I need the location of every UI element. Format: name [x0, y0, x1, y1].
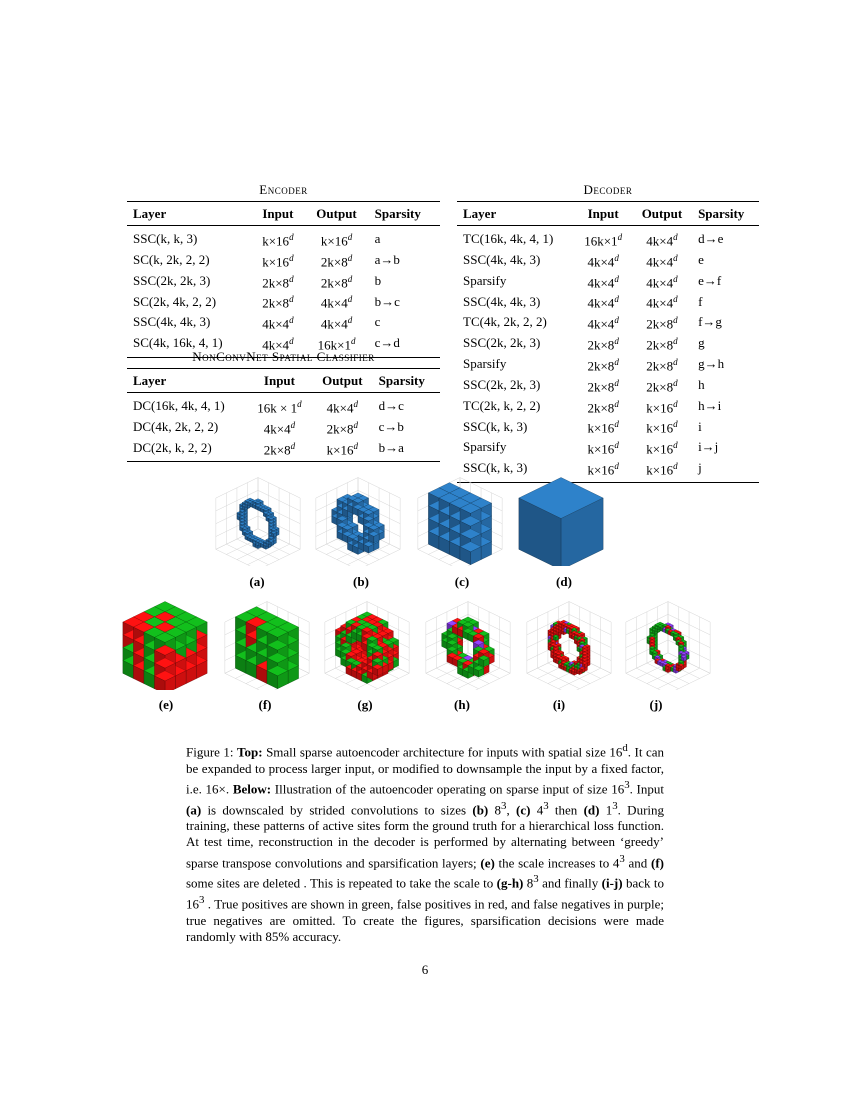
- layer-cell: SC(2k, 4k, 2, 2): [133, 293, 217, 309]
- voxel: [553, 635, 558, 641]
- output-cell: $k\times 16^d$: [646, 398, 678, 415]
- panel-label: (a): [249, 574, 265, 589]
- voxel: [479, 655, 490, 667]
- output-cell: $2k\times 8^d$: [320, 273, 353, 290]
- sparsity-cell: c: [374, 314, 381, 330]
- sparsity-cell: c→b: [378, 418, 404, 434]
- figure-panel: [519, 590, 619, 690]
- sparsity-cell: a: [374, 231, 381, 247]
- caption-superscript: d: [622, 742, 628, 754]
- sparsity-cell: j: [698, 460, 702, 476]
- input-cell: $k\times 16^d$: [587, 440, 619, 457]
- caption-ref-d: (d): [583, 801, 600, 817]
- voxel: [267, 666, 288, 689]
- caption-text: the scale increases to 4: [494, 855, 620, 871]
- caption-text: back to 16: [186, 875, 665, 912]
- caption-ref-e: (e): [480, 855, 495, 871]
- table-row: [457, 250, 759, 271]
- input-cell: $2k\times 8^d$: [587, 356, 619, 374]
- input-cell: $4k\times 4^d$: [262, 315, 294, 332]
- table-row: [127, 312, 440, 333]
- panel-label: (g): [357, 697, 373, 712]
- caption-figure-label: Figure 1:: [186, 744, 238, 760]
- figure-panel: [511, 466, 611, 566]
- output-cell: $4k\times 4^d$: [320, 315, 353, 332]
- table-row: [127, 393, 440, 417]
- input-cell: $k\times 16^d$: [262, 232, 294, 249]
- layer-cell: SSC(2k, 2k, 3): [463, 376, 541, 392]
- caption-superscript: 3: [533, 873, 539, 886]
- layer-cell: SSC(4k, 4k, 3): [133, 314, 211, 330]
- voxel: [372, 664, 383, 676]
- input-cell: $k\times 16^d$: [587, 461, 619, 478]
- caption-superscript: 3: [199, 894, 205, 907]
- sparsity-cell: g→h: [698, 356, 725, 372]
- output-cell: $4k\times 4^d$: [326, 399, 358, 416]
- caption-text: and finally: [538, 875, 602, 891]
- layer-cell: SSC(4k, 4k, 3): [463, 251, 541, 267]
- layer-cell: Sparsify: [463, 272, 507, 288]
- sparsity-cell: d→c: [378, 398, 404, 414]
- caption-ref-a: (a): [186, 801, 202, 817]
- input-cell: $16k\times 1^d$: [584, 232, 623, 249]
- voxel: [271, 531, 276, 537]
- layer-cell: SSC(4k, 4k, 3): [463, 293, 541, 309]
- sparsity-cell: h→i: [698, 397, 722, 413]
- voxel: [582, 662, 587, 668]
- caption-superscript: 3: [543, 799, 549, 812]
- panel-label: (d): [556, 574, 572, 589]
- output-cell: $4k\times 4^d$: [646, 294, 678, 311]
- caption-ref-ij: (i-j): [601, 875, 623, 891]
- col-output: Output: [312, 369, 373, 393]
- table-row: [127, 438, 440, 462]
- table-row: [457, 291, 759, 312]
- input-cell: $4k\times 4^d$: [587, 252, 619, 270]
- figure-panel: [308, 466, 408, 566]
- layer-cell: DC(2k, k, 2, 2): [133, 439, 212, 455]
- col-input: Input: [575, 202, 632, 226]
- figure-panel: [217, 590, 317, 690]
- voxel: [681, 655, 686, 661]
- sparsity-cell: d→e: [698, 231, 724, 247]
- voxel: [269, 540, 274, 546]
- panel-label: (c): [454, 574, 470, 589]
- sparsity-cell: f→g: [698, 314, 722, 330]
- layer-cell: SSC(k, k, 3): [463, 460, 528, 476]
- col-layer: Layer: [457, 202, 575, 226]
- encoder-rows: [127, 226, 440, 358]
- table-row: [457, 271, 759, 292]
- figure-panel: [208, 466, 308, 566]
- caption-text: 8: [488, 801, 502, 817]
- caption-text: . Input: [629, 781, 664, 797]
- encoder-title: Encoder: [259, 182, 308, 197]
- output-cell: $4k\times 4^d$: [646, 232, 678, 249]
- layer-cell: TC(4k, 2k, 2, 2): [463, 314, 547, 330]
- figure-panel: [115, 590, 215, 690]
- layer-cell: SSC(2k, 2k, 3): [463, 335, 541, 351]
- sparsity-cell: b→a: [378, 439, 404, 455]
- input-cell: $2k\times 8^d$: [262, 273, 294, 290]
- output-cell: $4k\times 4^d$: [646, 273, 678, 290]
- panel-label: (e): [158, 697, 174, 712]
- output-cell: $2k\times 8^d$: [646, 336, 678, 353]
- figure-panel: [618, 590, 718, 690]
- output-cell: $k\times 16^d$: [646, 440, 678, 457]
- sparsity-cell: i→j: [698, 439, 719, 455]
- output-cell: $2k\times 8^d$: [646, 315, 678, 332]
- sparsity-cell: g: [698, 335, 705, 351]
- encoder-header-row: [127, 202, 440, 226]
- input-cell: $4k\times 4^d$: [263, 419, 296, 437]
- output-cell: $2k\times 8^d$: [326, 419, 358, 437]
- layer-cell: SC(4k, 16k, 4, 1): [133, 335, 223, 351]
- input-cell: $2k\times 8^d$: [587, 398, 619, 415]
- table-row: [457, 333, 759, 354]
- input-cell: $4k\times 4^d$: [587, 273, 619, 290]
- input-cell: $2k\times 8^d$: [263, 440, 296, 457]
- decoder-header-row: [457, 202, 759, 226]
- panel-label: (h): [454, 697, 470, 712]
- caption-text: . True positives are shown in green, false positives in red, and false negatives in purple; true negatives are omitted. To create the figures, sparsification decisions were made randomly with 85% accuracy.: [186, 896, 664, 944]
- caption-top-label: Top:: [237, 744, 263, 760]
- output-cell: $2k\times 8^d$: [646, 356, 678, 374]
- sparsity-cell: a→b: [374, 251, 400, 267]
- sparsity-cell: e: [698, 251, 704, 267]
- voxel: [473, 666, 484, 678]
- col-sparsity: Sparsity: [692, 202, 759, 226]
- caption-below-label: Below:: [232, 781, 272, 797]
- table-row: [127, 291, 440, 312]
- caption-superscript: 3: [501, 799, 507, 812]
- voxel: [363, 542, 374, 554]
- sparsity-cell: i: [698, 418, 702, 434]
- voxel: [679, 664, 684, 670]
- decoder-table: [457, 201, 759, 483]
- input-cell: $2k\times 8^d$: [587, 336, 619, 353]
- col-layer: Layer: [127, 369, 247, 393]
- caption-text: . During training, these patterns of active sites form the ground truth for a hierarchical loss function. At test time, reconstruction in the decoder is performed by alternating between ‘greedy’ sparse transpose convolutions and sparsification layers;: [186, 801, 665, 871]
- col-sparsity: Sparsity: [369, 202, 440, 226]
- layer-cell: TC(2k, k, 2, 2): [463, 397, 541, 413]
- layer-cell: SSC(k, k, 3): [463, 418, 528, 434]
- panel-label: (i): [552, 697, 566, 712]
- caption-text: ,: [506, 801, 516, 817]
- panel-label: (b): [353, 574, 369, 589]
- output-cell: $16k\times 1^d$: [317, 336, 356, 353]
- input-cell: $16k \times 1^d$: [257, 399, 302, 416]
- caption-text: Illustration of the autoencoder operating on sparse input of size 16: [271, 781, 625, 797]
- decoder-title: Decoder: [583, 182, 633, 197]
- encoder-table-block: [127, 182, 440, 358]
- sparsity-cell: c→d: [374, 335, 400, 351]
- output-cell: $4k\times 4^d$: [320, 294, 353, 311]
- sparsity-cell: b→c: [374, 293, 400, 309]
- caption-text: Small sparse autoencoder architecture for inputs with spatial size 16: [262, 744, 623, 760]
- voxel: [369, 531, 380, 543]
- output-cell: $2k\times 8^d$: [320, 252, 353, 270]
- classifier-rows: [127, 393, 440, 462]
- layer-cell: SC(k, 2k, 2, 2): [133, 251, 210, 267]
- input-cell: $k\times 16^d$: [262, 252, 294, 270]
- caption-text: 1: [599, 801, 613, 817]
- input-cell: $4k\times 4^d$: [587, 315, 619, 332]
- col-input: Input: [251, 202, 304, 226]
- caption-text: 4: [530, 801, 544, 817]
- col-layer: Layer: [127, 202, 251, 226]
- col-output: Output: [304, 202, 368, 226]
- caption-ref-c: (c): [515, 801, 531, 817]
- classifier-header-row: [127, 369, 440, 393]
- caption-superscript: 3: [624, 778, 630, 791]
- caption-text: is downscaled by strided convolutions to sizes: [201, 801, 473, 817]
- input-cell: $4k\times 4^d$: [262, 336, 294, 353]
- figure-panel: [418, 590, 518, 690]
- caption-superscript: 3: [612, 799, 618, 812]
- page-number: 6: [421, 962, 429, 977]
- classifier-table-block: [127, 349, 440, 462]
- table-row: [457, 312, 759, 333]
- sparsity-cell: f: [698, 293, 703, 309]
- sparsity-cell: h: [698, 376, 705, 392]
- col-output: Output: [632, 202, 692, 226]
- panel-label: (f): [258, 697, 272, 712]
- output-cell: $k\times 16^d$: [646, 461, 678, 478]
- caption-text: then: [548, 801, 584, 817]
- table-row: [457, 375, 759, 396]
- caption-ref-gh: (g-h): [496, 875, 524, 891]
- layer-cell: SSC(2k, 2k, 3): [133, 272, 211, 288]
- col-input: Input: [247, 369, 312, 393]
- output-cell: $2k\times 8^d$: [646, 377, 678, 395]
- caption-superscript: 3: [619, 852, 625, 865]
- table-row: [457, 437, 759, 458]
- output-cell: $k\times 16^d$: [320, 232, 353, 249]
- table-row: [127, 226, 440, 250]
- input-cell: $2k\times 8^d$: [262, 294, 294, 311]
- output-cell: $k\times 16^d$: [326, 440, 358, 457]
- classifier-table: [127, 368, 440, 462]
- decoder-rows: [457, 226, 759, 483]
- figure-caption: [186, 740, 664, 945]
- layer-cell: Sparsify: [463, 356, 507, 372]
- sparsity-cell: e→f: [698, 272, 722, 288]
- caption-ref-b: (b): [472, 801, 489, 817]
- input-cell: $2k\times 8^d$: [587, 377, 619, 395]
- table-row: [127, 417, 440, 438]
- figure-panel: [317, 590, 417, 690]
- col-sparsity: Sparsity: [373, 369, 440, 393]
- voxel: [580, 667, 585, 673]
- layer-cell: Sparsify: [463, 439, 507, 455]
- input-cell: $4k\times 4^d$: [587, 294, 619, 311]
- voxel: [460, 542, 481, 565]
- table-row: [457, 396, 759, 417]
- caption-text: 8: [523, 875, 534, 891]
- layer-cell: TC(16k, 4k, 4, 1): [463, 231, 554, 247]
- figure-panel: [410, 466, 510, 566]
- encoder-table: [127, 201, 440, 358]
- classifier-title: NonConvNet Spatial Classifier: [192, 349, 375, 364]
- output-cell: $4k\times 4^d$: [646, 252, 678, 270]
- caption-text: and: [624, 855, 651, 871]
- table-row: [457, 354, 759, 375]
- decoder-table-block: [457, 182, 759, 483]
- panel-label: (j): [649, 697, 663, 712]
- table-row: [127, 250, 440, 271]
- input-cell: $k\times 16^d$: [587, 419, 619, 436]
- table-row: [457, 226, 759, 250]
- layer-cell: SSC(k, k, 3): [133, 231, 198, 247]
- table-row: [457, 416, 759, 437]
- caption-text: . It can be expanded to process larger input, or modified to downsample the input by a fixed factor, i.e. 16×.: [186, 744, 664, 797]
- voxel: [519, 478, 603, 567]
- output-cell: $k\times 16^d$: [646, 419, 678, 436]
- caption-text: some sites are deleted . This is repeated to take the scale to: [186, 875, 497, 891]
- layer-cell: DC(4k, 2k, 2, 2): [133, 418, 219, 434]
- sparsity-cell: b: [374, 272, 382, 288]
- caption-ref-f: (f): [651, 855, 664, 871]
- table-row: [127, 271, 440, 292]
- layer-cell: DC(16k, 4k, 4, 1): [133, 398, 225, 414]
